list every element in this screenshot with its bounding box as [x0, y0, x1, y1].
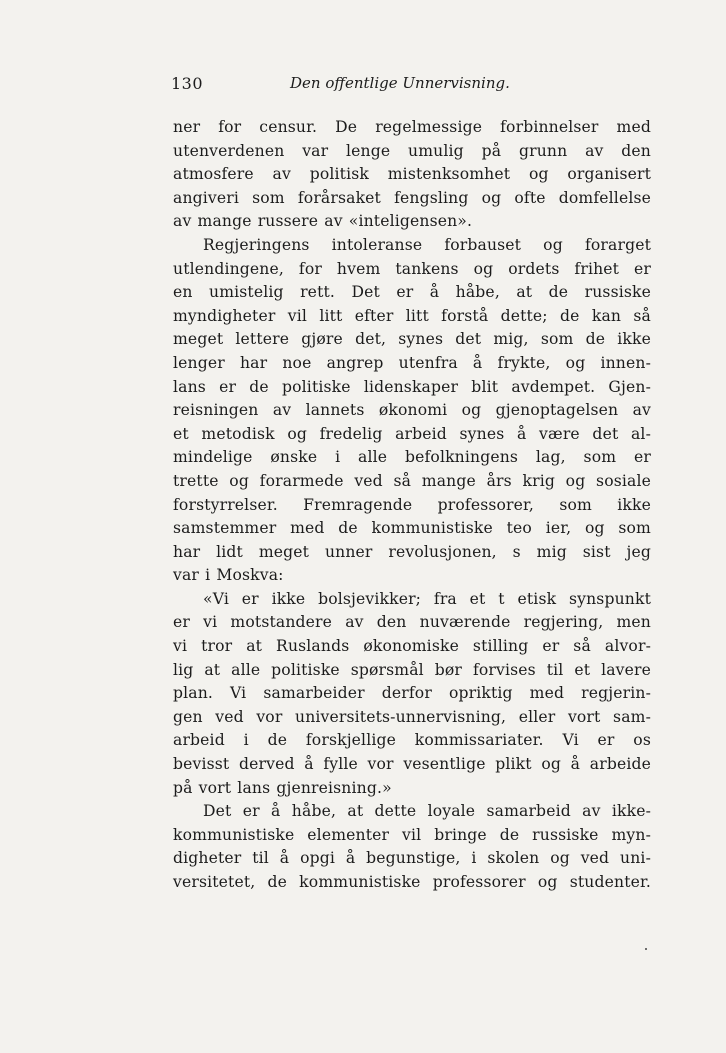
text-line: digheter til å opgi å begunstige, i skolen og ved uni-	[173, 849, 651, 868]
text-line: mindelige ønske i alle befolkningens lag, som er	[173, 448, 651, 467]
text-line: reisningen av lannets økonomi og gjenoptagelsen av	[173, 401, 651, 420]
text-line: Regjeringens intoleranse forbauset og forarget	[203, 235, 651, 254]
text-line: versitetet, de kommunistiske professorer og studenter.	[173, 873, 651, 891]
text-line: myndigheter vil litt efter litt forstå dette; de kan så	[173, 306, 651, 325]
text-line: angiveri som forårsaket fengsling og ofte domfellelse	[173, 188, 651, 207]
text-line: på vort lans gjenreisning.»	[173, 778, 392, 797]
body-text	[173, 116, 651, 895]
text-line: forstyrrelser. Fremragende professorer, som ikke	[173, 495, 651, 514]
text-line: var i Moskva:	[173, 566, 284, 585]
text-line: har lidt meget unner revolusjonen, s mig sist jeg	[173, 542, 651, 561]
text-line: «Vi er ikke bolsjevikker; fra et t etisk synspunkt	[203, 589, 651, 608]
page-header	[171, 74, 571, 100]
text-line: gen ved vor universitets-unnervisning, eller vort sam-	[173, 707, 651, 726]
running-head: Den offentlige Unnervisning.	[290, 74, 510, 92]
text-line: plan. Vi samarbeider derfor opriktig med regjerin-	[173, 684, 651, 703]
text-line: utlendingene, for hvem tankens og ordets frihet er	[173, 259, 651, 278]
text-line: en umistelig rett. Det er å håbe, at de russiske	[173, 283, 651, 302]
text-line: trette og forarmede ved så mange års krig og sosiale	[173, 471, 651, 490]
text-line: arbeid i de forskjellige kommissariater. Vi er os	[173, 731, 651, 750]
text-line: av mange russere av «inteligensen».	[173, 212, 473, 231]
page-number: 130	[171, 74, 204, 93]
text-line: er vi motstandere av den nuværende regjering, men	[173, 613, 651, 632]
text-line: vi tror at Ruslands økonomiske stilling er så alvor-	[173, 637, 651, 656]
text-line: meget lettere gjøre det, synes det mig, som de ikke	[173, 330, 651, 349]
text-line: utenverdenen var lenge umulig på grunn av den	[173, 141, 651, 160]
text-line: samstemmer med de kommunistiske teo ier, og som	[173, 519, 651, 538]
text-line: lenger har noe angrep utenfra å frykte, og innen-	[173, 353, 651, 372]
speck	[645, 948, 647, 950]
text-line: atmosfere av politisk mistenksomhet og organisert	[173, 165, 651, 184]
text-line: bevisst derved å fylle vor vesentlige plikt og å arbeide	[173, 755, 651, 774]
text-line: et metodisk og fredelig arbeid synes å være det al-	[173, 424, 651, 443]
text-line: lans er de politiske lidenskaper blit avdempet. Gjen-	[173, 377, 651, 396]
text-line: lig at alle politiske spørsmål bør forvises til et lavere	[173, 660, 651, 679]
text-line: Det er å håbe, at dette loyale samarbeid av ikke-	[203, 802, 651, 821]
text-line: ner for censur. De regelmessige forbinnelser med	[173, 118, 651, 136]
text-line: kommunistiske elementer vil bringe de russiske myn-	[173, 825, 651, 844]
